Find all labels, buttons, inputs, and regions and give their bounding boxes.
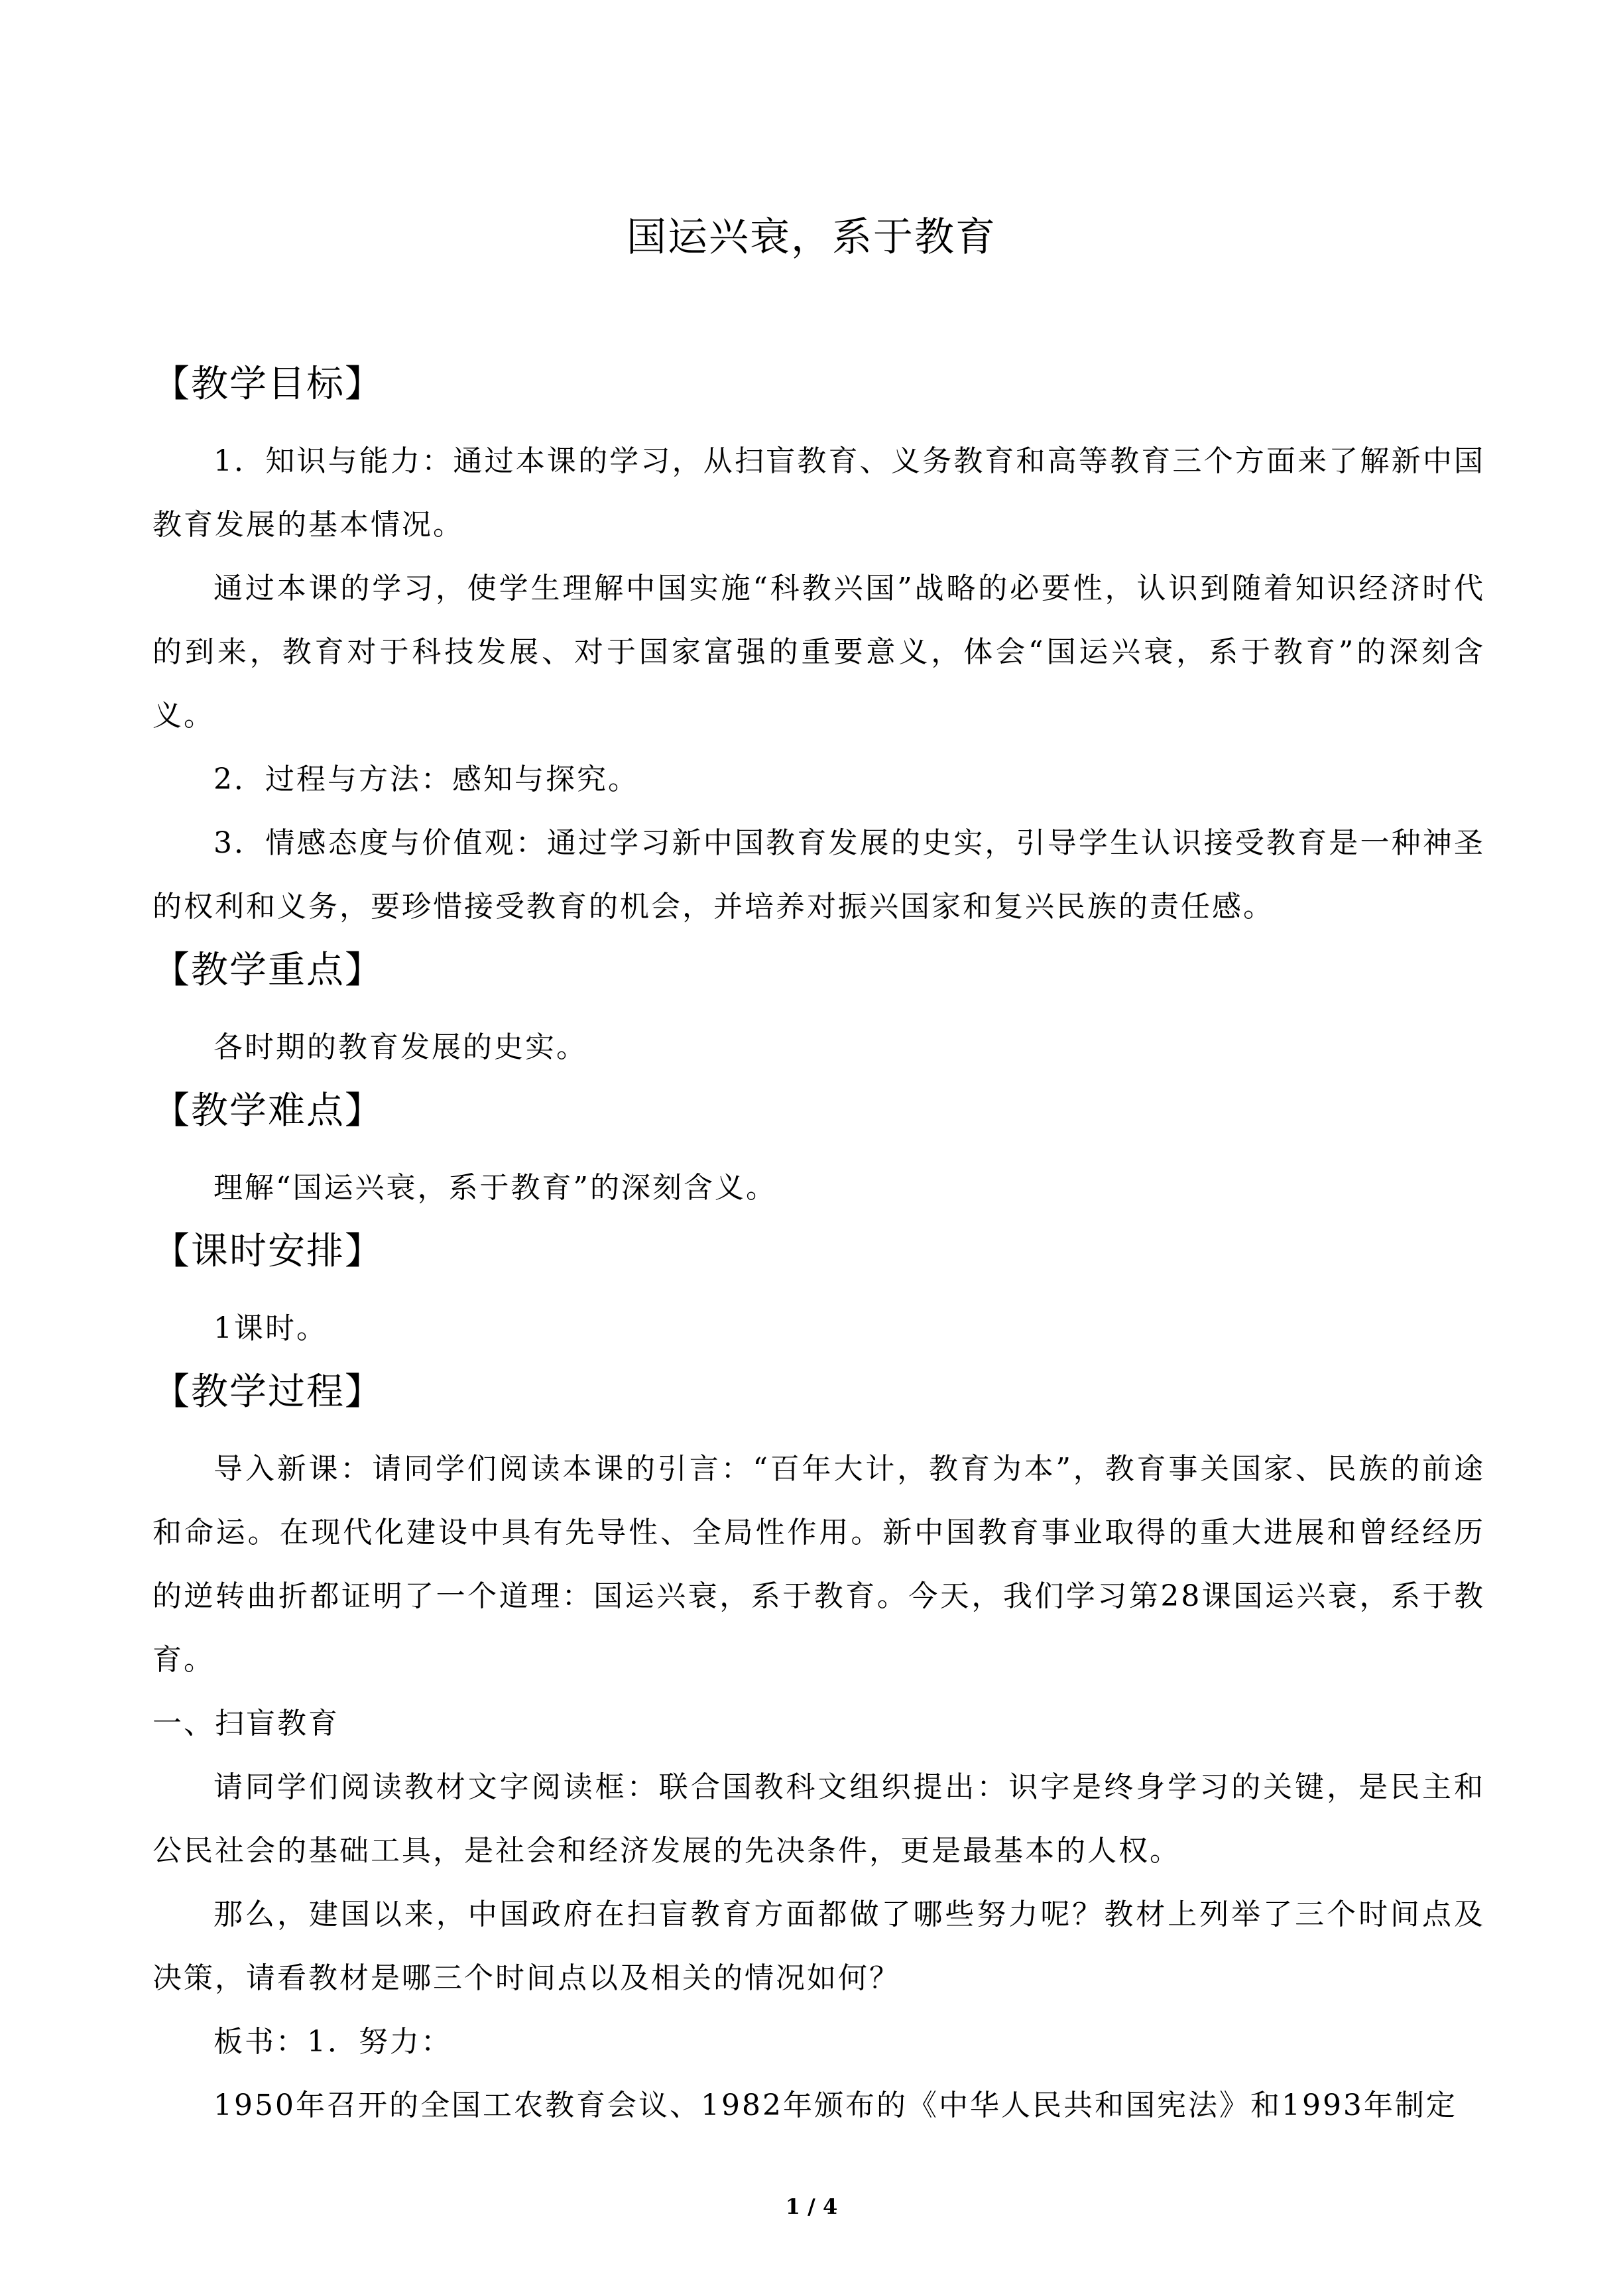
process-subheading-literacy: 一、扫盲教育 [152, 1707, 339, 1740]
objectives-paragraph-4: 3．情感态度与价值观：通过学习新中国教育发展的史实，引导学生认识接受教育是一种神圣的权利和义务，要珍惜接受教育的机会，并培养对振兴国家和复兴民族的责任感。 [152, 826, 1485, 924]
objectives-paragraph-3: 2．过程与方法：感知与探究。 [213, 762, 639, 796]
objectives-paragraph-2: 通过本课的学习，使学生理解中国实施“科教兴国”战略的必要性，认识到随着知识经济时代的到来，教育对于科技发展、对于国家富强的重要意义，体会“国运兴衰，系于教育”的深刻含义。 [152, 572, 1485, 733]
process-paragraph-milestones: 1950年召开的全国工农教育会议、1982年颁布的《中华人民共和国宪法》和1993年制定 [213, 2088, 1457, 2122]
document-title: 国运兴衰，系于教育 [627, 214, 996, 261]
difficulties-paragraph: 理解“国运兴衰，系于教育”的深刻含义。 [213, 1171, 777, 1205]
objectives-paragraph-1: 1．知识与能力：通过本课的学习，从扫盲教育、义务教育和高等教育三个方面来了解新中国教育发展的基本情况。 [152, 444, 1485, 542]
process-paragraph-board-note: 板书：1．努力： [213, 2025, 452, 2059]
section-heading-schedule: 【课时安排】 [152, 1230, 383, 1273]
document-body [152, 358, 1485, 2138]
section-heading-process: 【教学过程】 [152, 1370, 383, 1414]
process-paragraph-intro: 导入新课：请同学们阅读本课的引言：“百年大计，教育为本”，教育事关国家、民族的前途和命运。在现代化建设中具有先导性、全局性作用。新中国教育事业取得的重大进展和曾经经历的逆转曲折都证明了一个道理：国运兴衰，系于教育。今天，我们学习第28课国运兴衰，系于教育。 [152, 1452, 1485, 1677]
section-heading-objectives: 【教学目标】 [152, 363, 383, 406]
schedule-paragraph: 1课时。 [213, 1311, 328, 1345]
process-paragraph-efforts-question: 那么，建国以来，中国政府在扫盲教育方面都做了哪些努力呢？教材上列举了三个时间点及决策，请看教材是哪三个时间点以及相关的情况如何？ [152, 1898, 1485, 1995]
section-heading-key-points: 【教学重点】 [152, 949, 383, 992]
page-number: 1 / 4 [785, 2194, 838, 2219]
process-paragraph-unesco: 请同学们阅读教材文字阅读框：联合国教科文组织提出：识字是终身学习的关键，是民主和公民社会的基础工具，是社会和经济发展的先决条件，更是最基本的人权。 [152, 1770, 1485, 1868]
section-heading-difficulties: 【教学难点】 [152, 1089, 383, 1132]
key-points-paragraph: 各时期的教育发展的史实。 [213, 1030, 587, 1064]
